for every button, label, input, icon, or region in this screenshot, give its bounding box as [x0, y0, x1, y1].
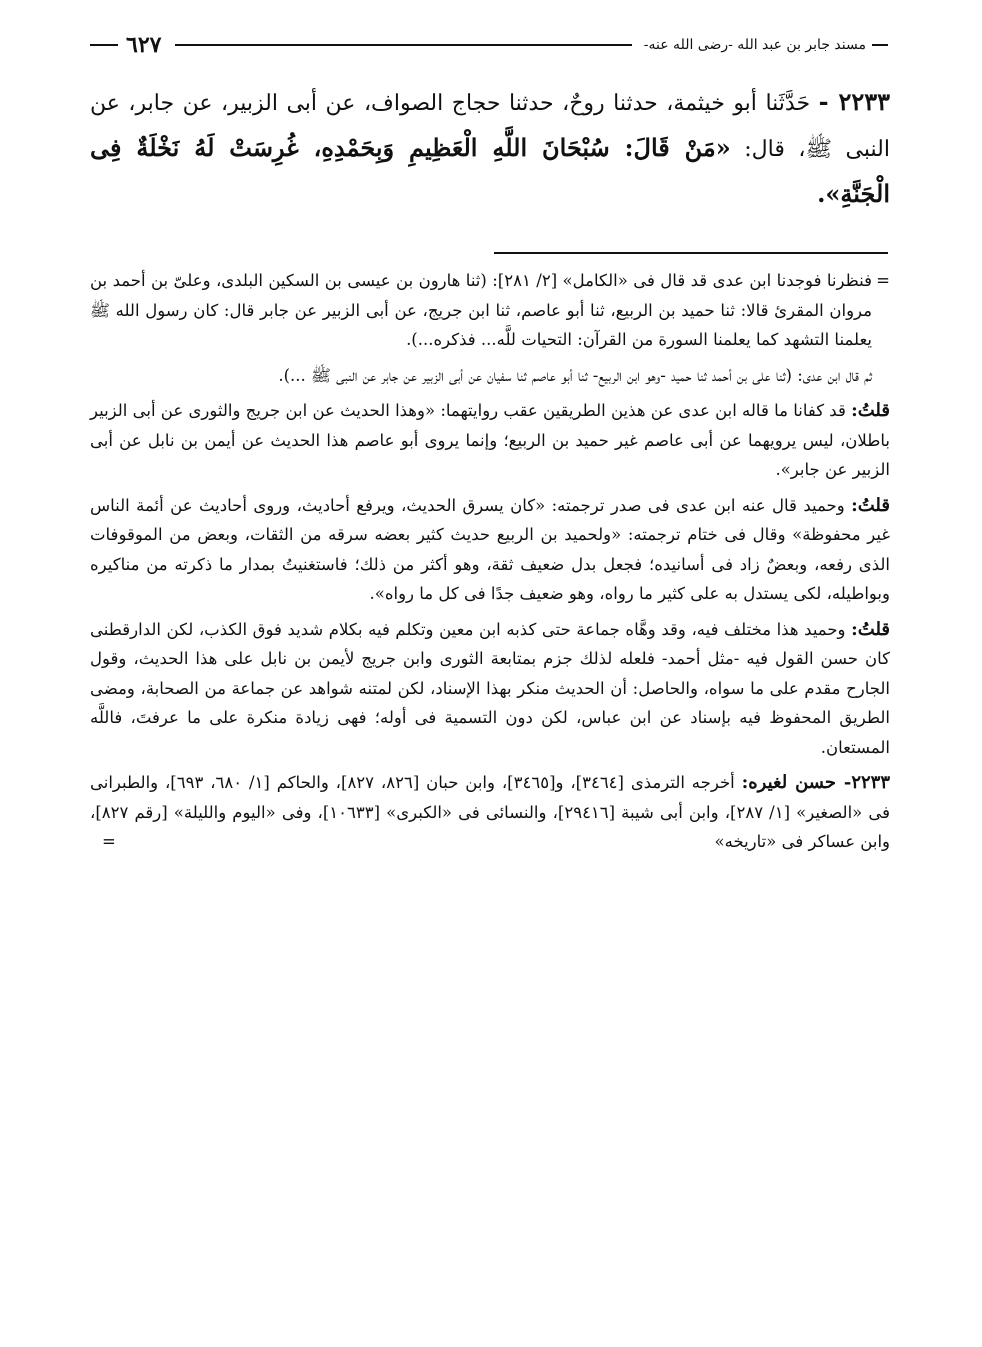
takhrij-label: ٢٢٣٣- حسن لغيره: [741, 772, 890, 793]
continuation-marker: = [876, 271, 890, 290]
footnote-text-2: ثم قال ابن عدى: (ثنا على بن أحمد ثنا حميد -وهو ابن الربيع- ثنا أبو عاصم ثنا سفيان عن أبى الزبير عن جابر عن النبى ﷺ ...). [278, 365, 872, 385]
qultu-label: قلتُ: [851, 494, 890, 516]
footnote-text-3: قد كفانا ما قاله ابن عدى عن هذين الطريقين عقب روايتهما: «وهذا الحديث عن ابن جريج والثورى عن أبى الزبير باطلان، ليس يرويهما عن أبى عاصم غير حميد بن الربيع؛ وإنما يروى أبو عاصم هذا الحديث عن أيمن بن نابل عن أبى الزبير عن جابر». [90, 401, 890, 479]
hadith-text [90, 80, 890, 218]
hadith-number: ٢٢٣٣ - [818, 87, 891, 116]
footnote-text-1: فنظرنا فوجدنا ابن عدى قد قال فى «الكامل» [٢/ ٢٨١]: (ثنا هارون بن عيسى بن السكين البلدى، وعلىّ بن أحمد بن مروان المقرئ قالا: ثنا حميد بن الربيع، ثنا أبو عاصم، ثنا ابن جريج، عن أبى الزبير عن جابر قال: كان رسول الله ﷺ يعلمنا التشهد كما يعلمنا السورة من القرآن: التحيات للَّه... فذكره...). [90, 271, 873, 349]
footnote-text-5: وحميد هذا مختلف فيه، وقد وهَّاه جماعة حتى كذبه ابن معين وتكلم فيه بكلام شديد فوق الكذب، لكن الدارقطنى كان حسن القول فيه -مثل أحمد- فلعله لذلك جزم بمتابعة الثورى وابن جريج لأيمن بن نابل على هذا الحديث، وقول الجارح مقدم على ما سواه، والحاصل: أن الحديث منكر بهذا الإسناد، لكن لمتنه شواهد عن جماعة من الصحابة، ومضى الطريق المحفوظ فيه بإسناد عن ابن عباس، لكن دون التسمية فى أوله؛ فهى زيادة منكرة على ما عرفتَ، فاللَّه المستعان. [90, 619, 890, 757]
hadith-isnad: حَدَّثَنا أبو خيثمة، حدثنا روحٌ، حدثنا حجاج الصواف، عن أبى الزبير، عن جابر، عن النبى ﷺ، قال: [90, 91, 890, 162]
running-title: مسند جابر بن عبد الله -رضى الله عنه- [643, 37, 866, 53]
header-rule-left [90, 44, 118, 46]
running-header [90, 30, 888, 60]
header-rule-right [872, 44, 888, 46]
footnotes [90, 266, 890, 863]
takhrij-paragraph [90, 768, 890, 857]
qultu-label: قلتُ: [851, 618, 891, 640]
footnote-paragraph [90, 361, 890, 391]
footnote-separator [494, 252, 888, 254]
page-number: ٦٢٧ [126, 32, 162, 58]
hadith-matn: «مَنْ قَالَ: سُبْحَانَ اللَّهِ الْعَظِيمِ وَبِحَمْدِهِ، غُرِسَتْ لَهُ نَخْلَةٌ فِى الْجَنَّةِ». [90, 133, 890, 208]
qultu-label: قلتُ: [851, 400, 890, 421]
footnote-text-4: وحميد قال عنه ابن عدى فى صدر ترجمته: «كان يسرق الحديث، ويرفع أحاديث، وروى أحاديث عن أئمة الناس غير محفوظة» وقال فى ختام ترجمته: «ولحميد بن الربيع حديث كثير بعضه سرقه من الثقات، وبعض من الموقوفات الذى رفعه، وبعضٌ زاد فى أسانيده؛ فجعل بدل ضعيف ثقة، وهو أكثر من ذلك؛ فاستغنيتُ بمدار ما ذكرته من مناكيره وبواطيله، لكى يستدل به على كثير ما رواه، وهو ضعيف جدًا فى كل ما رواه». [90, 495, 890, 603]
footnote-paragraph [90, 491, 890, 609]
header-rule [175, 44, 631, 46]
footnote-paragraph [90, 266, 890, 355]
takhrij-text: أخرجه الترمذى [٣٤٦٤]، و[٣٤٦٥]، وابن حبان [٨٢٦، ٨٢٧]، والحاكم [١/ ٦٨٠، ٦٩٣]، والطبرانى فى «الصغير» [١/ ٢٨٧]، وابن أبى شيبة [٢٩٤١٦]، والنسائى فى «الكبرى» [١٠٦٣٣]، وفى «اليوم والليلة» [رقم ٨٢٧]، وابن عساكر فى «تاريخه» [90, 773, 890, 851]
footnote-paragraph [90, 396, 890, 485]
end-marker: = [102, 832, 116, 851]
footnote-paragraph [90, 615, 890, 763]
